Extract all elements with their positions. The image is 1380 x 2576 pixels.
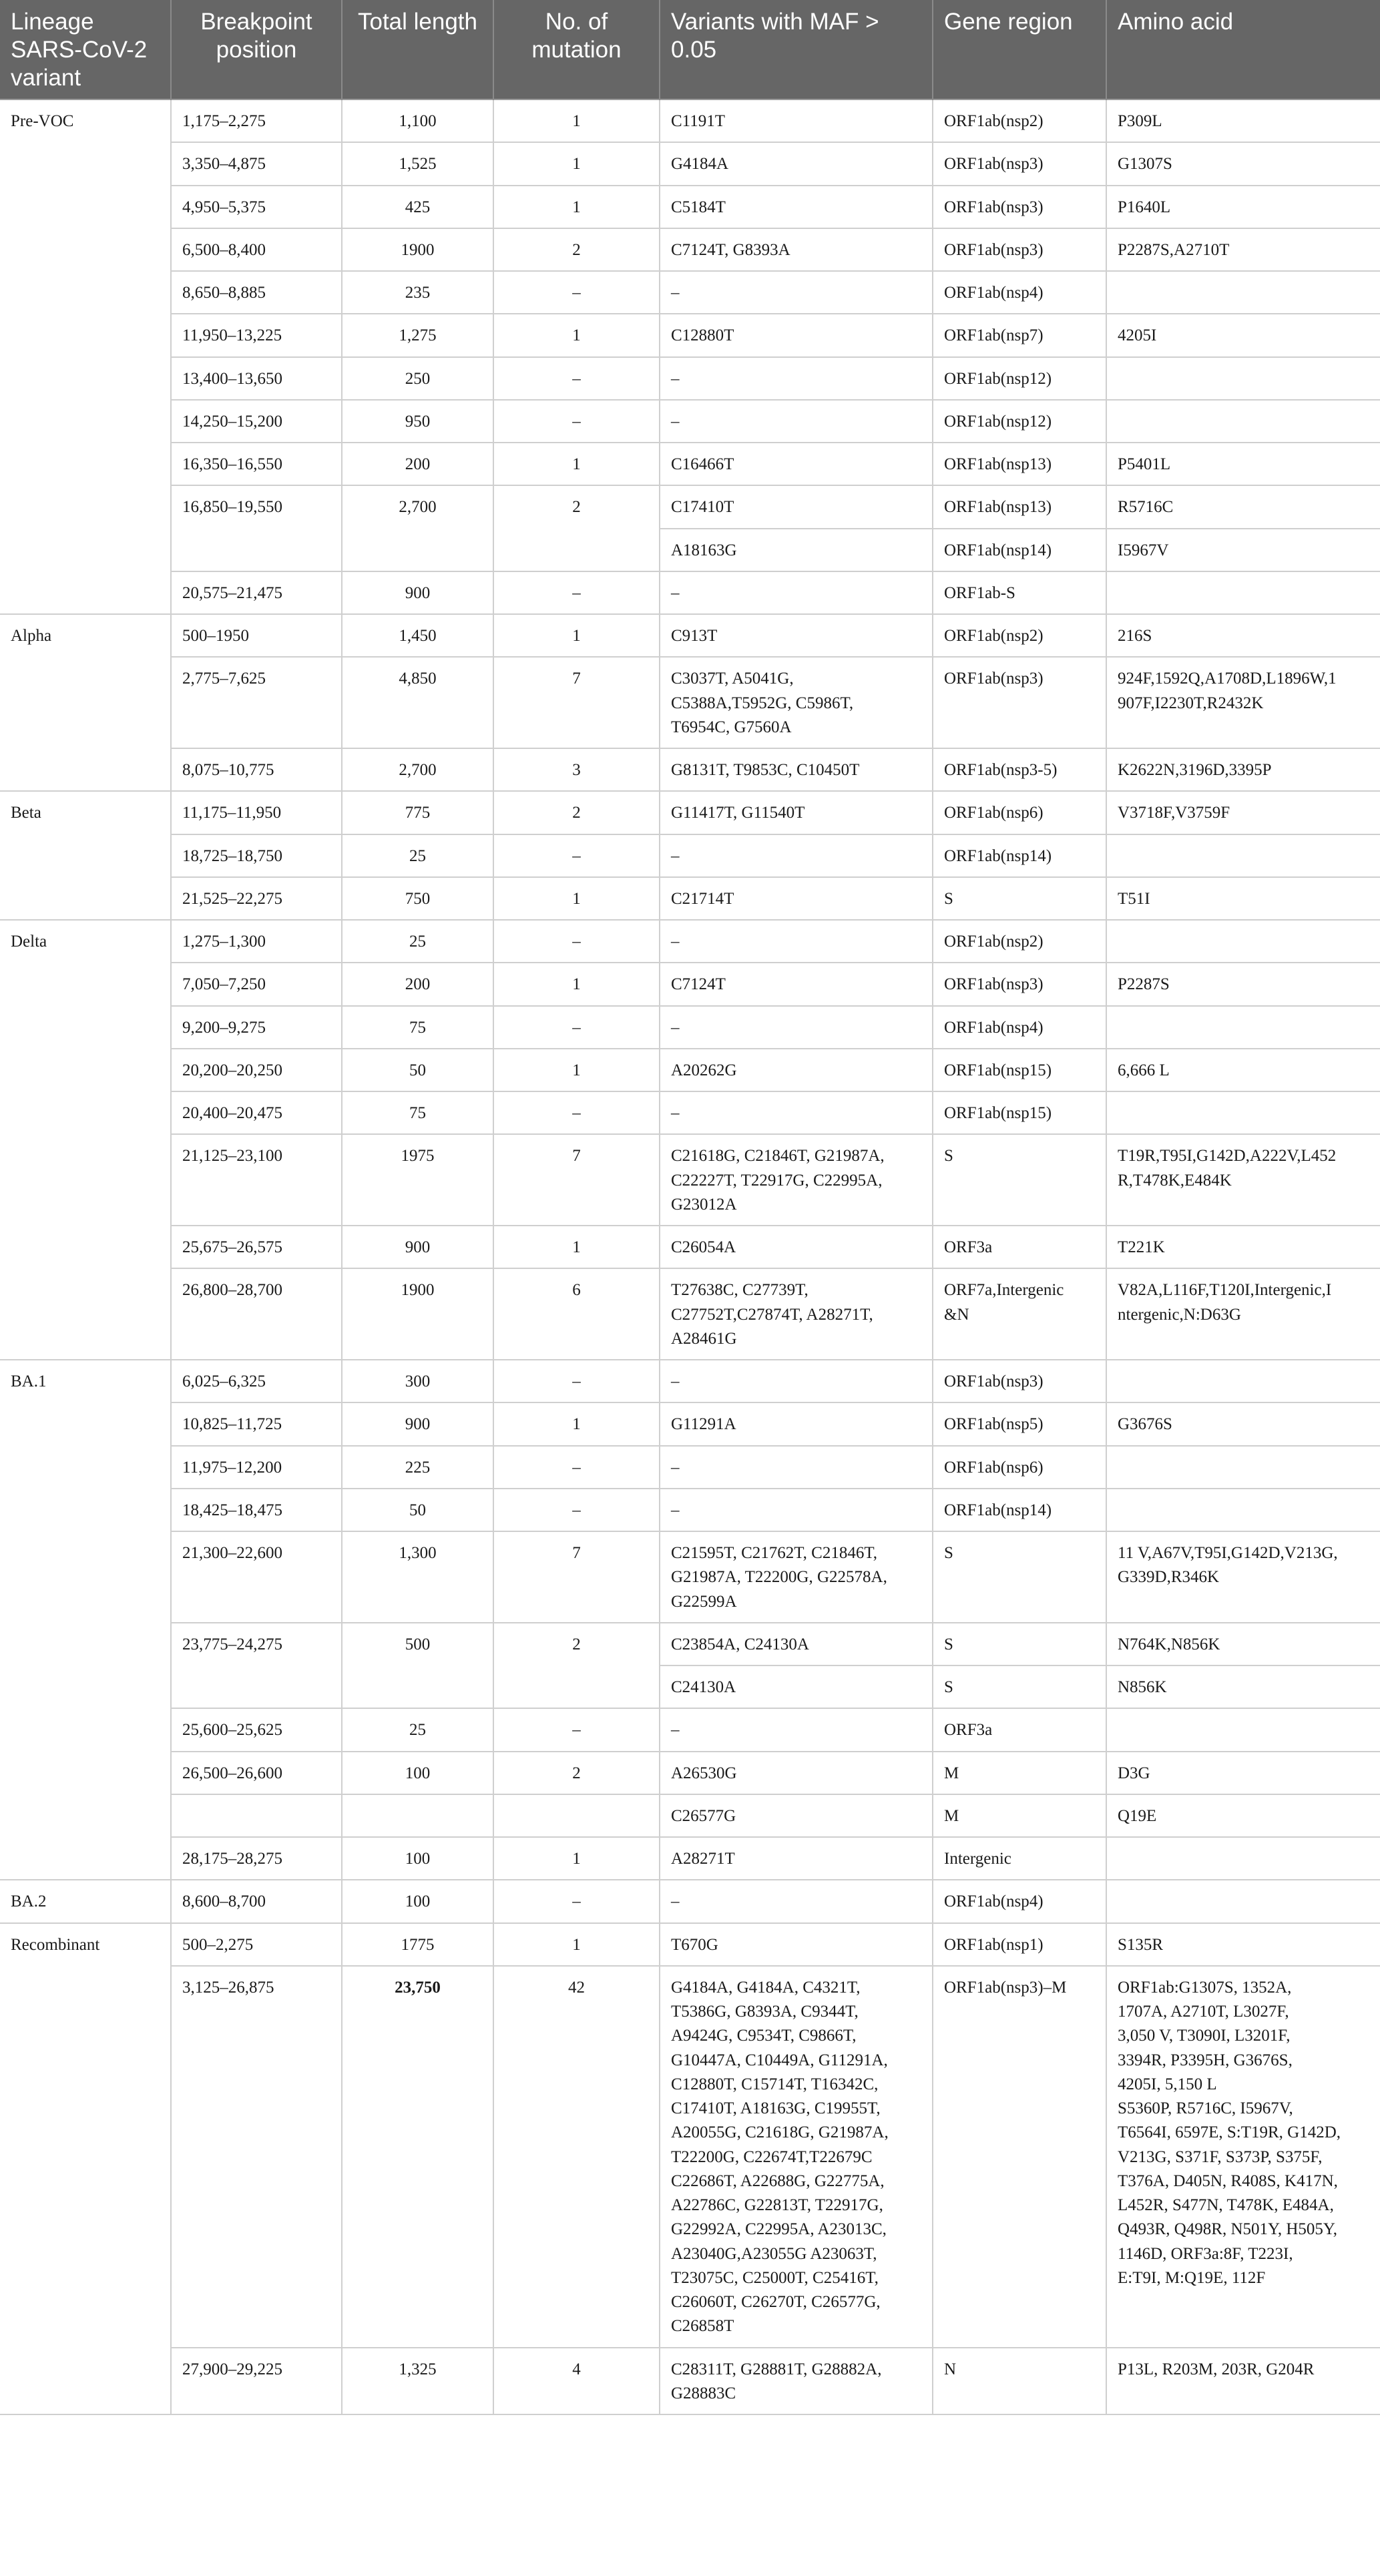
table-row (0, 443, 1380, 485)
header-breakpoint: Breakpoint position (171, 0, 342, 99)
mutation-count-cell: 1 (493, 314, 660, 356)
variants-cell: C12880T (660, 314, 933, 356)
amino-acid-cell: G3676S (1106, 1402, 1380, 1445)
total-length-cell: 2,700 (342, 485, 493, 571)
amino-acid-cell: V3718F,V3759F (1106, 791, 1380, 834)
table-row (0, 1923, 1380, 1966)
variants-cell: C7124T, G8393A (660, 228, 933, 271)
table-row (0, 1134, 1380, 1226)
table-row (0, 1794, 1380, 1837)
gene-region-cell: ORF7a,Intergenic &N (933, 1268, 1106, 1360)
mutation-count-cell: – (493, 271, 660, 314)
table-row (0, 614, 1380, 657)
mutation-count-cell: 42 (493, 1966, 660, 2348)
variants-cell: C21714T (660, 877, 933, 920)
breakpoint-cell: 21,525–22,275 (171, 877, 342, 920)
gene-region-cell: ORF1ab(nsp6) (933, 791, 1106, 834)
table-row (0, 571, 1380, 614)
variants-cell: – (660, 920, 933, 963)
amino-acid-cell (1106, 1091, 1380, 1134)
amino-acid-cell: P13L, R203M, 203R, G204R (1106, 2348, 1380, 2415)
variants-cell: – (660, 271, 933, 314)
variants-cell: – (660, 571, 933, 614)
mutation-count-cell: – (493, 1708, 660, 1751)
amino-acid-cell: P1640L (1106, 186, 1380, 228)
table-row (0, 314, 1380, 356)
variants-cell: – (660, 400, 933, 443)
mutation-count-cell: – (493, 834, 660, 877)
total-length-cell: 1900 (342, 228, 493, 271)
variants-cell: C16466T (660, 443, 933, 485)
lineage-cell: Alpha (0, 614, 171, 791)
mutation-count-cell-empty (493, 1794, 660, 1837)
mutation-count-cell: 2 (493, 1623, 660, 1709)
table-row (0, 963, 1380, 1005)
gene-region-cell: ORF1ab(nsp4) (933, 271, 1106, 314)
gene-region-cell: ORF1ab(nsp3) (933, 657, 1106, 748)
total-length-cell: 50 (342, 1049, 493, 1091)
breakpoint-cell: 25,600–25,625 (171, 1708, 342, 1751)
total-length-cell-empty (342, 1794, 493, 1837)
table-row (0, 142, 1380, 185)
variants-cell: A20262G (660, 1049, 933, 1091)
total-length-cell: 250 (342, 357, 493, 400)
total-length-cell: 25 (342, 920, 493, 963)
breakpoint-cell: 1,175–2,275 (171, 99, 342, 142)
gene-region-cell: ORF1ab(nsp1) (933, 1923, 1106, 1966)
total-length-cell: 100 (342, 1880, 493, 1922)
table-body (0, 99, 1380, 2414)
breakpoint-cell: 8,650–8,885 (171, 271, 342, 314)
total-length-cell: 200 (342, 963, 493, 1005)
mutation-count-cell: – (493, 357, 660, 400)
amino-acid-cell: K2622N,3196D,3395P (1106, 748, 1380, 791)
breakpoint-cell: 500–1950 (171, 614, 342, 657)
breakpoint-cell: 11,175–11,950 (171, 791, 342, 834)
gene-region-cell: ORF1ab(nsp13) (933, 485, 1106, 528)
amino-acid-cell: 6,666 L (1106, 1049, 1380, 1091)
variants-cell: C1191T (660, 99, 933, 142)
breakpoint-cell: 1,275–1,300 (171, 920, 342, 963)
table-row (0, 1531, 1380, 1623)
header-total-length: Total length (342, 0, 493, 99)
gene-region-cell: ORF1ab(nsp2) (933, 920, 1106, 963)
breakpoint-cell: 20,575–21,475 (171, 571, 342, 614)
amino-acid-cell (1106, 571, 1380, 614)
total-length-cell: 100 (342, 1752, 493, 1794)
table-row (0, 400, 1380, 443)
mutation-count-cell: – (493, 1446, 660, 1489)
gene-region-cell: ORF1ab(nsp14) (933, 1489, 1106, 1531)
gene-region-cell: ORF1ab-S (933, 571, 1106, 614)
amino-acid-cell (1106, 1837, 1380, 1880)
amino-acid-cell (1106, 1006, 1380, 1049)
total-length-cell: 25 (342, 834, 493, 877)
total-length-cell: 1,275 (342, 314, 493, 356)
amino-acid-cell: T51I (1106, 877, 1380, 920)
total-length-cell: 900 (342, 1402, 493, 1445)
mutation-count-cell: 1 (493, 1049, 660, 1091)
table-row (0, 1006, 1380, 1049)
total-length-cell: 25 (342, 1708, 493, 1751)
variants-cell: – (660, 1708, 933, 1751)
gene-region-cell: ORF1ab(nsp14) (933, 834, 1106, 877)
gene-region-cell: ORF3a (933, 1226, 1106, 1268)
breakpoint-cell: 8,075–10,775 (171, 748, 342, 791)
header-amino-acid: Amino acid (1106, 0, 1380, 99)
table-row (0, 1360, 1380, 1402)
gene-region-cell: ORF1ab(nsp2) (933, 99, 1106, 142)
breakpoint-cell: 6,025–6,325 (171, 1360, 342, 1402)
amino-acid-cell: T19R,T95I,G142D,A222V,L452 R,T478K,E484K (1106, 1134, 1380, 1226)
total-length-cell: 750 (342, 877, 493, 920)
breakpoint-cell: 26,500–26,600 (171, 1752, 342, 1794)
amino-acid-cell (1106, 1446, 1380, 1489)
breakpoint-cell: 16,850–19,550 (171, 485, 342, 571)
amino-acid-cell: P2287S,A2710T (1106, 228, 1380, 271)
gene-region-cell: N (933, 2348, 1106, 2415)
mutation-count-cell: 1 (493, 877, 660, 920)
total-length-cell: 1775 (342, 1923, 493, 1966)
variants-cell: T670G (660, 1923, 933, 1966)
breakpoint-cell: 3,125–26,875 (171, 1966, 342, 2348)
gene-region-cell: ORF1ab(nsp5) (933, 1402, 1106, 1445)
table-row (0, 1966, 1380, 2348)
gene-region-cell: ORF1ab(nsp3) (933, 228, 1106, 271)
gene-region-cell: ORF1ab(nsp7) (933, 314, 1106, 356)
breakpoint-cell: 7,050–7,250 (171, 963, 342, 1005)
table-row (0, 186, 1380, 228)
amino-acid-cell: P2287S (1106, 963, 1380, 1005)
gene-region-cell: M (933, 1794, 1106, 1837)
gene-region-cell: S (933, 1665, 1106, 1708)
mutation-count-cell: 1 (493, 963, 660, 1005)
breakpoint-cell: 21,125–23,100 (171, 1134, 342, 1226)
breakpoint-cell: 27,900–29,225 (171, 2348, 342, 2415)
variants-cell: – (660, 834, 933, 877)
breakpoint-cell: 2,775–7,625 (171, 657, 342, 748)
mutation-count-cell: 7 (493, 1531, 660, 1623)
gene-region-cell: ORF1ab(nsp3) (933, 963, 1106, 1005)
gene-region-cell: ORF1ab(nsp3) (933, 186, 1106, 228)
breakpoint-cell: 4,950–5,375 (171, 186, 342, 228)
variants-cell: A28271T (660, 1837, 933, 1880)
total-length-cell: 500 (342, 1623, 493, 1709)
header-lineage: Lineage SARS-CoV-2 variant (0, 0, 171, 99)
total-length-cell: 425 (342, 186, 493, 228)
table-row (0, 99, 1380, 142)
amino-acid-cell: N764K,N856K (1106, 1623, 1380, 1665)
variants-cell: C24130A (660, 1665, 933, 1708)
lineage-cell: Pre-VOC (0, 99, 171, 614)
total-length-cell: 950 (342, 400, 493, 443)
total-length-cell: 235 (342, 271, 493, 314)
gene-region-cell: ORF1ab(nsp14) (933, 529, 1106, 571)
breakpoint-cell: 11,950–13,225 (171, 314, 342, 356)
gene-region-cell: ORF1ab(nsp13) (933, 443, 1106, 485)
mutation-count-cell: 1 (493, 99, 660, 142)
total-length-cell: 75 (342, 1091, 493, 1134)
table-row (0, 1489, 1380, 1531)
breakpoint-cell: 6,500–8,400 (171, 228, 342, 271)
lineage-cell: BA.1 (0, 1360, 171, 1880)
total-length-cell: 900 (342, 1226, 493, 1268)
variants-cell: G4184A (660, 142, 933, 185)
table-row (0, 357, 1380, 400)
amino-acid-cell: Q19E (1106, 1794, 1380, 1837)
header-row (0, 0, 1380, 99)
total-length-cell: 1,300 (342, 1531, 493, 1623)
variants-cell: C7124T (660, 963, 933, 1005)
amino-acid-cell: R5716C (1106, 485, 1380, 528)
total-length-cell: 75 (342, 1006, 493, 1049)
total-length-cell: 1900 (342, 1268, 493, 1360)
breakpoint-cell: 10,825–11,725 (171, 1402, 342, 1445)
variants-cell: G11417T, G11540T (660, 791, 933, 834)
variants-cell: – (660, 1006, 933, 1049)
variants-cell: G8131T, T9853C, C10450T (660, 748, 933, 791)
variants-cell: C913T (660, 614, 933, 657)
gene-region-cell: ORF1ab(nsp3-5) (933, 748, 1106, 791)
table-row (0, 1446, 1380, 1489)
amino-acid-cell (1106, 1489, 1380, 1531)
mutation-count-cell: 1 (493, 1837, 660, 1880)
amino-acid-cell (1106, 1708, 1380, 1751)
mutation-count-cell: – (493, 920, 660, 963)
amino-acid-cell (1106, 834, 1380, 877)
table-row (0, 791, 1380, 834)
mutation-count-cell: – (493, 1489, 660, 1531)
gene-region-cell: S (933, 877, 1106, 920)
variants-cell: C23854A, C24130A (660, 1623, 933, 1665)
gene-region-cell: ORF1ab(nsp3)–M (933, 1966, 1106, 2348)
amino-acid-cell: T221K (1106, 1226, 1380, 1268)
gene-region-cell: S (933, 1134, 1106, 1226)
amino-acid-cell: G1307S (1106, 142, 1380, 185)
amino-acid-cell: S135R (1106, 1923, 1380, 1966)
gene-region-cell: ORF1ab(nsp4) (933, 1880, 1106, 1922)
gene-region-cell: ORF1ab(nsp3) (933, 142, 1106, 185)
variants-cell: T27638C, C27739T, C27752T,C27874T, A28271T, A28461G (660, 1268, 933, 1360)
variants-cell: – (660, 1446, 933, 1489)
gene-region-cell: ORF1ab(nsp15) (933, 1091, 1106, 1134)
variants-cell: C21595T, C21762T, C21846T, G21987A, T22200G, G22578A, G22599A (660, 1531, 933, 1623)
gene-region-cell: ORF1ab(nsp4) (933, 1006, 1106, 1049)
mutation-count-cell: – (493, 1006, 660, 1049)
breakpoint-cell: 13,400–13,650 (171, 357, 342, 400)
breakpoint-cell: 18,725–18,750 (171, 834, 342, 877)
total-length-cell: 4,850 (342, 657, 493, 748)
variants-cell: C26577G (660, 1794, 933, 1837)
variants-cell: C28311T, G28881T, G28882A, G28883C (660, 2348, 933, 2415)
amino-acid-cell: V82A,L116F,T120I,Intergenic,I ntergenic,N:D63G (1106, 1268, 1380, 1360)
table-row (0, 920, 1380, 963)
variants-cell: A18163G (660, 529, 933, 571)
mutation-count-cell: 4 (493, 2348, 660, 2415)
gene-region-cell: ORF1ab(nsp6) (933, 1446, 1106, 1489)
total-length-cell: 1,525 (342, 142, 493, 185)
table-row (0, 657, 1380, 748)
amino-acid-cell (1106, 271, 1380, 314)
table-row (0, 748, 1380, 791)
breakpoint-cell: 500–2,275 (171, 1923, 342, 1966)
mutation-count-cell: 1 (493, 1923, 660, 1966)
breakpoint-cell: 28,175–28,275 (171, 1837, 342, 1880)
total-length-cell: 50 (342, 1489, 493, 1531)
gene-region-cell: ORF1ab(nsp12) (933, 357, 1106, 400)
gene-region-cell: ORF1ab(nsp2) (933, 614, 1106, 657)
amino-acid-cell: 4205I (1106, 314, 1380, 356)
table-header (0, 0, 1380, 99)
amino-acid-cell: P5401L (1106, 443, 1380, 485)
table-row (0, 1226, 1380, 1268)
table-row (0, 1837, 1380, 1880)
table-row (0, 834, 1380, 877)
table-row (0, 1049, 1380, 1091)
amino-acid-cell (1106, 1360, 1380, 1402)
header-no-mutation: No. of mutation (493, 0, 660, 99)
breakpoint-cell: 18,425–18,475 (171, 1489, 342, 1531)
lineage-cell: BA.2 (0, 1880, 171, 1922)
lineage-cell: Recombinant (0, 1923, 171, 2415)
mutation-count-cell: – (493, 571, 660, 614)
variants-cell: G4184A, G4184A, C4321T, T5386G, G8393A, C9344T, A9424G, C9534T, C9866T, G10447A, C10449A, G11291A, C12880T, C15714T, T16342C, C17410T, A18163G, C19955T, A20055G, C21618G, G21987A, T22200G, C22674T,T22679C C22686T, A22688G, G22775A, A22786C, G22813T, T22917G, G22992A, C22995A, A23013C, A23040G,A23055G A23063T, T23075C, C25000T, C25416T, C26060T, C26270T, C26577G, C26858T (660, 1966, 933, 2348)
table-row (0, 1402, 1380, 1445)
table-row (0, 485, 1380, 528)
mutation-count-cell: 2 (493, 485, 660, 571)
amino-acid-cell: 11 V,A67V,T95I,G142D,V213G, G339D,R346K (1106, 1531, 1380, 1623)
variants-cell: C26054A (660, 1226, 933, 1268)
breakpoint-cell: 20,200–20,250 (171, 1049, 342, 1091)
header-gene-region: Gene region (933, 0, 1106, 99)
mutation-count-cell: 1 (493, 443, 660, 485)
table-row (0, 1268, 1380, 1360)
mutation-count-cell: – (493, 1360, 660, 1402)
amino-acid-cell: 216S (1106, 614, 1380, 657)
mutation-count-cell: 7 (493, 657, 660, 748)
mutation-count-cell: 1 (493, 614, 660, 657)
amino-acid-cell: ORF1ab:G1307S, 1352A, 1707A, A2710T, L3027F, 3,050 V, T3090I, L3201F, 3394R, P3395H, G3676S, 4205I, 5,150 L S5360P, R5716C, I5967V, T6564I, 6597E, S:T19R, G142D, V213G, S371F, S373P, S375F, T376A, D405N, R408S, K417N, L452R, S477N, T478K, E484A, Q493R, Q498R, N501Y, H505Y, 1146D, ORF3a:8F, T223I, E:T9I, M:Q19E, 112F (1106, 1966, 1380, 2348)
breakpoint-cell: 20,400–20,475 (171, 1091, 342, 1134)
variants-cell: C3037T, A5041G, C5388A,T5952G, C5986T, T6954C, G7560A (660, 657, 933, 748)
table-row (0, 1091, 1380, 1134)
mutation-count-cell: – (493, 1091, 660, 1134)
lineage-cell: Beta (0, 791, 171, 920)
variants-cell: A26530G (660, 1752, 933, 1794)
total-length-cell: 300 (342, 1360, 493, 1402)
breakpoint-cell: 14,250–15,200 (171, 400, 342, 443)
variants-cell: C17410T (660, 485, 933, 528)
breakpoint-cell: 16,350–16,550 (171, 443, 342, 485)
mutation-count-cell: 7 (493, 1134, 660, 1226)
table-row (0, 228, 1380, 271)
table-row (0, 877, 1380, 920)
variants-cell: – (660, 1489, 933, 1531)
mutation-count-cell: – (493, 1880, 660, 1922)
amino-acid-cell: I5967V (1106, 529, 1380, 571)
gene-region-cell: S (933, 1531, 1106, 1623)
mutation-count-cell: 1 (493, 1402, 660, 1445)
breakpoint-cell-empty (171, 1794, 342, 1837)
breakpoint-cell: 3,350–4,875 (171, 142, 342, 185)
variants-cell: – (660, 1360, 933, 1402)
mutation-count-cell: 2 (493, 1752, 660, 1794)
breakpoint-cell: 11,975–12,200 (171, 1446, 342, 1489)
table-row (0, 271, 1380, 314)
amino-acid-cell: P309L (1106, 99, 1380, 142)
mutation-count-cell: 1 (493, 142, 660, 185)
gene-region-cell: S (933, 1623, 1106, 1665)
breakpoint-cell: 9,200–9,275 (171, 1006, 342, 1049)
amino-acid-cell (1106, 357, 1380, 400)
breakpoint-cell: 23,775–24,275 (171, 1623, 342, 1709)
gene-region-cell: ORF1ab(nsp15) (933, 1049, 1106, 1091)
breakpoint-cell: 25,675–26,575 (171, 1226, 342, 1268)
total-length-cell: 1975 (342, 1134, 493, 1226)
gene-region-cell: ORF1ab(nsp12) (933, 400, 1106, 443)
mutation-count-cell: 1 (493, 1226, 660, 1268)
amino-acid-cell (1106, 1880, 1380, 1922)
total-length-cell: 900 (342, 571, 493, 614)
mutation-count-cell: 3 (493, 748, 660, 791)
table-row (0, 1708, 1380, 1751)
mutation-count-cell: 1 (493, 186, 660, 228)
gene-region-cell: ORF1ab(nsp3) (933, 1360, 1106, 1402)
total-length-cell: 1,100 (342, 99, 493, 142)
total-length-cell: 100 (342, 1837, 493, 1880)
header-variants: Variants with MAF > 0.05 (660, 0, 933, 99)
variants-cell: – (660, 357, 933, 400)
table-row (0, 1752, 1380, 1794)
breakpoint-cell: 26,800–28,700 (171, 1268, 342, 1360)
lineage-cell: Delta (0, 920, 171, 1360)
variants-cell: C21618G, C21846T, G21987A, C22227T, T22917G, C22995A, G23012A (660, 1134, 933, 1226)
mutation-count-cell: 2 (493, 791, 660, 834)
total-length-cell: 775 (342, 791, 493, 834)
total-length-cell: 2,700 (342, 748, 493, 791)
variants-cell: C5184T (660, 186, 933, 228)
table-row (0, 2348, 1380, 2415)
mutation-count-cell: 6 (493, 1268, 660, 1360)
table-row (0, 1880, 1380, 1922)
gene-region-cell: ORF3a (933, 1708, 1106, 1751)
table-row (0, 1623, 1380, 1665)
amino-acid-cell (1106, 400, 1380, 443)
mutation-count-cell: – (493, 400, 660, 443)
amino-acid-cell (1106, 920, 1380, 963)
gene-region-cell: Intergenic (933, 1837, 1106, 1880)
variants-cell: – (660, 1880, 933, 1922)
variants-cell: – (660, 1091, 933, 1134)
mutation-count-cell: 2 (493, 228, 660, 271)
amino-acid-cell: 924F,1592Q,A1708D,L1896W,1 907F,I2230T,R2432K (1106, 657, 1380, 748)
amino-acid-cell: D3G (1106, 1752, 1380, 1794)
total-length-cell: 225 (342, 1446, 493, 1489)
variants-cell: G11291A (660, 1402, 933, 1445)
total-length-cell: 200 (342, 443, 493, 485)
total-length-cell: 1,450 (342, 614, 493, 657)
total-length-cell: 1,325 (342, 2348, 493, 2415)
breakpoint-cell: 21,300–22,600 (171, 1531, 342, 1623)
total-length-cell: 23,750 (342, 1966, 493, 2348)
breakpoint-cell: 8,600–8,700 (171, 1880, 342, 1922)
amino-acid-cell: N856K (1106, 1665, 1380, 1708)
gene-region-cell: M (933, 1752, 1106, 1794)
